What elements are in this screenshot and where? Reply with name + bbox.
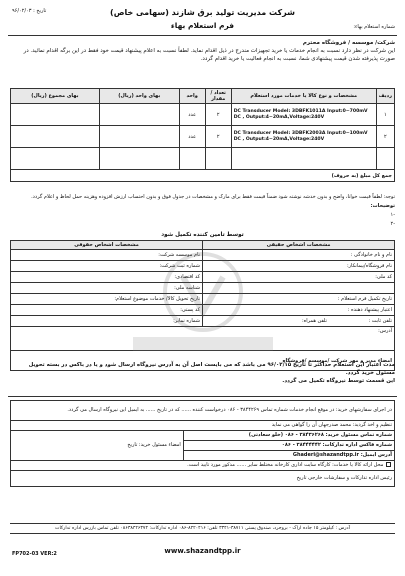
fill-date-field[interactable]: تاریخ تکمیل فرم استعلام : xyxy=(203,294,395,305)
table-row xyxy=(11,250,395,261)
validity-field[interactable]: اعتبار پیشنهاد دهنده : xyxy=(203,305,395,316)
full-name-field[interactable]: نام و نام خانوادگی : xyxy=(203,250,395,261)
intro-text xyxy=(10,39,395,63)
col-row-no: ردیف xyxy=(376,89,394,104)
delivery-location-text: محل ارائه کالا یا خدمات: کارگاه سایت اداری کارخانه مختلط سایر ...... مذکور مورد تایید است. xyxy=(187,462,384,468)
purchaser-phone: شماره تماس مسئول خرید: ۳۸۴۳۶۲۶۸ - ۰۸۶ (خلو سعادتی) xyxy=(183,431,394,441)
phone-field[interactable] xyxy=(203,316,395,327)
table-row xyxy=(11,283,395,294)
table-row xyxy=(11,421,395,431)
empty-cell[interactable] xyxy=(99,148,179,170)
col-total-price: بهای مجموع (ریال) xyxy=(11,89,100,104)
signature-field[interactable]: امضاء مدیر و مهر شرکت /موسسه /فروشگاه xyxy=(11,351,395,371)
col-description: مشخصات و نوع کالا یا خدمات مورد استعلام xyxy=(231,89,376,104)
fax-field[interactable]: شماره نمابر: xyxy=(11,316,203,327)
intro-salutation: شرکت/ موسسه / فروشگاه محترم xyxy=(302,40,395,46)
table-row xyxy=(11,294,395,305)
empty-cell xyxy=(376,148,394,170)
delivery-divider xyxy=(8,396,397,397)
item-unit-price[interactable] xyxy=(99,126,179,148)
item-total-price[interactable] xyxy=(11,126,100,148)
address-field[interactable]: آدرس: xyxy=(11,327,395,351)
footer-address: آدرس : کیلومتر ۱۵ جاده اراک - بروجرد، صندوق پستی ۳۸۷۱۱-۳۳۴۱ تلفن: ۸۴۲۰۴۱۶-۰۸۶ اداره تدارکات: ۰۸۶۳۸۴۴۶۳۷۲ تلفن تماس بازرس اداره تدارکات xyxy=(10,523,395,534)
empty-cell xyxy=(231,148,376,170)
certification-text: تنظیم و اخذ گردید: محمد صدرجهان آن را گواهی می نماید xyxy=(11,421,395,431)
real-person-header: مشخصات اشخاص حقیقی xyxy=(203,241,395,250)
col-unit-price: بهای واحد (ریال) xyxy=(99,89,179,104)
plant-fill-notice: این قسمت توسط نیروگاه تکمیل می گردد. xyxy=(282,378,395,384)
phone-label: تلفن ثابت : xyxy=(368,318,392,324)
item-description: DC Transducer Model: 3DBFK2003A Input:0~100mV DC , Output:4~20mA,Voltage:240V xyxy=(231,126,376,148)
item-unit: عدد xyxy=(179,126,205,148)
form-date: تاریخ : ۹۶/۰۲/۰۳ xyxy=(12,8,47,14)
store-name-field[interactable]: نام فروشگاه/پیمانکار: xyxy=(203,261,395,272)
national-id-field[interactable]: شناسه ملی: xyxy=(11,283,203,294)
total-row xyxy=(11,170,395,182)
empty-cell xyxy=(205,148,231,170)
delivery-notice xyxy=(10,361,395,385)
table-row xyxy=(11,272,395,283)
procurement-head-signature[interactable]: رئیس اداره تدارکات و سفارشات خارجی تاریخ xyxy=(11,471,395,487)
supplier-section-title: توسط تامین کننده تکمیل شود xyxy=(161,232,244,238)
email-label: آدرس ایمیل: xyxy=(360,452,392,458)
legal-person-header: مشخصات اشخاص حقوقی xyxy=(11,241,203,250)
national-code-field[interactable]: کد ملی: xyxy=(203,272,395,283)
postal-code-field[interactable]: کد پستی: xyxy=(11,305,203,316)
empty-field[interactable] xyxy=(203,283,395,294)
items-table xyxy=(10,88,395,182)
company-name-field[interactable]: نام موسسه شرکت: xyxy=(11,250,203,261)
total-amount-label[interactable]: جمع کل مبلغ (به حروف) xyxy=(11,170,395,182)
table-row xyxy=(11,327,395,351)
notes-section xyxy=(10,193,395,229)
item-quantity: ۲ xyxy=(205,104,231,126)
table-row xyxy=(11,126,395,148)
remark-line-2: -۲ xyxy=(390,221,395,227)
purchaser-signature[interactable]: امضاء مسئول خرید: تاریخ xyxy=(11,431,184,461)
validity-notice: مدت اعتبار این استعلام حداکثر تا تاریخ ۹۶/۰۲/۱۵ می باشد که می بایست اصل آن به آدرس نیروگاه ارسال شود و یا در باکس در بسته تحویل مسئول خرید گردد. xyxy=(28,362,395,376)
empty-cell xyxy=(179,148,205,170)
form-code: FP702-03 VER:2 xyxy=(12,551,57,557)
table-row xyxy=(11,261,395,272)
table-row xyxy=(11,316,395,327)
table-row xyxy=(11,471,395,487)
col-unit: واحد xyxy=(179,89,205,104)
company-name: شرکت مدیریت تولید برق شازند (سهامی خاص) xyxy=(110,8,295,17)
item-unit-price[interactable] xyxy=(99,104,179,126)
delivery-date-field[interactable]: تاریخ تحویل کالا/ خدمات موضوع استعلام: xyxy=(11,294,203,305)
contact-table xyxy=(10,400,395,487)
item-total-price[interactable] xyxy=(11,104,100,126)
mobile-label: تلفن همراه: xyxy=(301,318,327,324)
price-note: توجه: لطفاً قیمت خوانا، واضح و بدون خدشه نوشته شود ضمناً قیمت فقط برای مارک و مشخصات در جدول فوق و بدون احتساب ارزش افزوده وهزینه حمل لحاظ و اعلام گردد. xyxy=(31,194,395,200)
item-description: DC Transducer Model: 3DBFK1011A Input:0~700mV DC , Output:4~20mA,Voltage:240V xyxy=(231,104,376,126)
table-row xyxy=(11,148,395,170)
supplier-header-row xyxy=(11,241,395,250)
registration-no-field[interactable]: شماره ثبت شرکت: xyxy=(11,261,203,272)
table-row xyxy=(11,431,395,441)
row-no: ۱ xyxy=(376,104,394,126)
table-row xyxy=(11,401,395,421)
remarks-label: توضیحات: xyxy=(370,203,395,209)
table-row xyxy=(11,104,395,126)
item-quantity: ۲ xyxy=(205,126,231,148)
intro-body: این شرکت در نظر دارد نسبت به انجام خدمات یا خرید تجهیزات مندرج در ذیل اقدام نماید. لطفاً نسبت به اعلام پیشنهاد قیمت خود فقط در این برگه اقدام نمائید. در صورت پذیرفته شدن قیمت پیشنهادی شما، نسبت به انجام فعالیت یا خرید اقدام گردد. xyxy=(23,48,395,62)
economic-code-field[interactable]: کد اقتصادی: xyxy=(11,272,203,283)
location-checkbox[interactable] xyxy=(386,462,391,467)
row-no: ۲ xyxy=(376,126,394,148)
table-row xyxy=(11,305,395,316)
delivery-location-row xyxy=(11,461,395,471)
col-quantity: تعداد / مقدار xyxy=(205,89,231,104)
procurement-fax: شماره فاکس اداره تدارکات: ۳۸۴۴۴۴۴۲ - ۰۸۶ xyxy=(183,441,394,451)
form-title: فرم استعلام بهاء xyxy=(170,21,235,30)
table-row xyxy=(11,461,395,471)
item-unit: عدد xyxy=(179,104,205,126)
email-row xyxy=(183,451,394,461)
supplier-table xyxy=(10,240,395,371)
remark-line-1: -۱ xyxy=(390,212,395,218)
order-execution-text[interactable]: در اجرای سفارشهای خرید: در موقع انجام خدمات شماره تماس ۳۸۴۴۲۶۹ - ۰۸۶ درخواست کننده ...... که در تاریخ ...... به ایمیل این نیروگاه ارسال می گردد. xyxy=(11,401,395,421)
footer-website[interactable]: www.shazandtpp.ir xyxy=(164,547,241,555)
request-number-label: شماره استعلام بهاء: xyxy=(353,24,395,30)
empty-cell[interactable] xyxy=(11,148,100,170)
items-header-row xyxy=(11,89,395,104)
header-divider xyxy=(8,35,397,36)
form-page xyxy=(8,6,397,570)
email-link[interactable]: Ghaderi@shazandtpp.ir xyxy=(292,452,359,458)
